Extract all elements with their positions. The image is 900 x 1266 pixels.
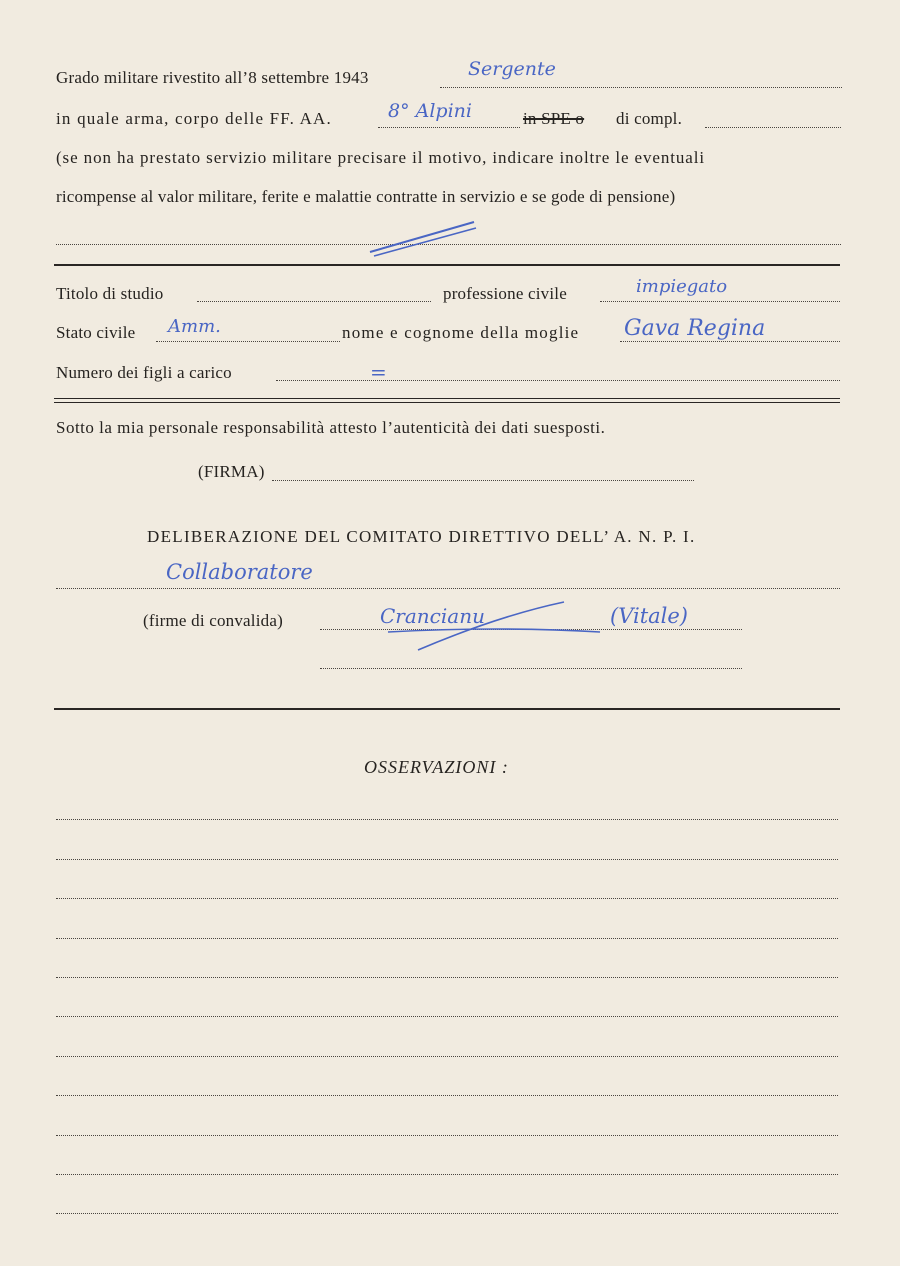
firma-field-line — [272, 480, 694, 481]
figli-handwritten-value: = — [370, 360, 387, 384]
compl-field-line — [705, 127, 841, 128]
observation-line — [56, 1213, 838, 1214]
arma-field-line — [378, 127, 520, 128]
stato-handwritten-value: Amm. — [168, 316, 221, 337]
attestation-text: Sotto la mia personale responsabilità attesto l’autenticità dei dati suesposti. — [56, 418, 606, 437]
moglie-handwritten-value: Gava Regina — [624, 316, 766, 341]
grado-label: Grado militare rivestito all’8 settembre 1943 — [56, 68, 369, 87]
grado-handwritten-value: Sergente — [468, 58, 556, 80]
slash-mark — [368, 218, 478, 258]
studio-field-line — [197, 301, 431, 302]
signature-2: (Vitale) — [610, 604, 689, 628]
moglie-label: nome e cognome della moglie — [342, 323, 580, 342]
firma-label: (FIRMA) — [198, 462, 265, 481]
stato-label: Stato civile — [56, 323, 136, 342]
observation-line — [56, 938, 838, 939]
arma-handwritten-value: 8° Alpini — [388, 100, 472, 122]
observation-line — [56, 1174, 838, 1175]
figli-label: Numero dei figli a carico — [56, 363, 232, 382]
figli-field-line — [276, 380, 840, 381]
firme-field-line-2 — [320, 668, 742, 669]
observation-line — [56, 1016, 838, 1017]
stato-field-line — [156, 341, 340, 342]
moglie-field-line — [620, 341, 840, 342]
deliberation-field-line — [56, 588, 840, 589]
observation-line — [56, 859, 838, 860]
section-divider-3 — [54, 708, 840, 710]
professione-field-line — [600, 301, 840, 302]
compl-label: di compl. — [616, 109, 683, 128]
deliberation-handwritten-value: Collaboratore — [166, 560, 313, 584]
professione-label: professione civile — [443, 284, 567, 303]
section-divider-2a — [54, 398, 840, 399]
observations-title: OSSERVAZIONI : — [364, 757, 509, 777]
observation-line — [56, 1056, 838, 1057]
observation-line — [56, 977, 838, 978]
section-divider-2b — [54, 402, 840, 403]
studio-label: Titolo di studio — [56, 284, 164, 303]
observation-line — [56, 1095, 838, 1096]
observation-line — [56, 819, 838, 820]
section-divider-1 — [54, 264, 840, 266]
spe-struck-label: in SPE o — [523, 109, 585, 128]
firme-label: (firme di convalida) — [143, 611, 283, 630]
grado-field-line — [440, 87, 842, 88]
signature-1: Crancianu — [380, 604, 485, 628]
observation-line — [56, 898, 838, 899]
signature-flourish — [378, 596, 608, 652]
note-line-2: ricompense al valor militare, ferite e malattie contratte in servizio e se gode di pensione) — [56, 187, 676, 206]
professione-handwritten-value: impiegato — [636, 276, 728, 297]
arma-label: in quale arma, corpo delle FF. AA. — [56, 109, 332, 128]
note-line-1: (se non ha prestato servizio militare precisare il motivo, indicare inoltre le eventuali — [56, 148, 705, 167]
deliberation-title: DELIBERAZIONE DEL COMITATO DIRETTIVO DELL’ A. N. P. I. — [147, 527, 696, 546]
observation-line — [56, 1135, 838, 1136]
